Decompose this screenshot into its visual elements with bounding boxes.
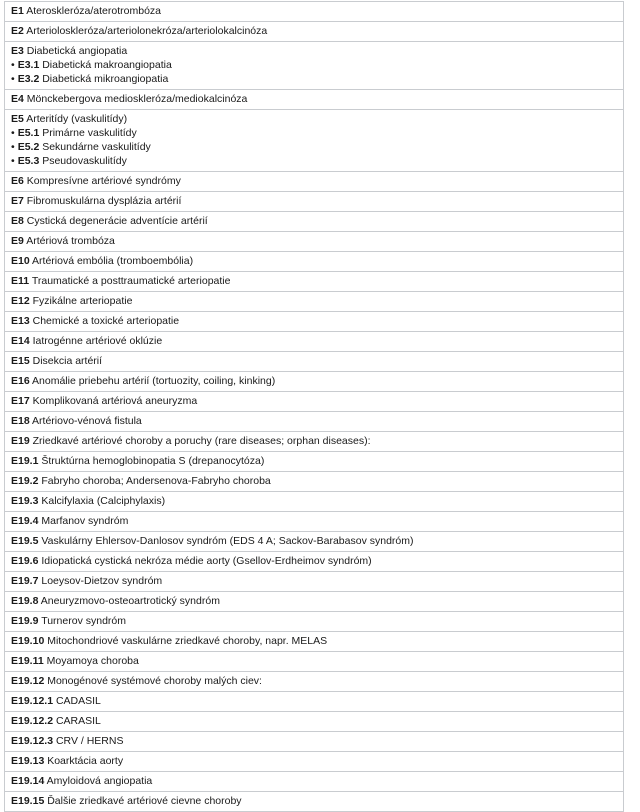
row-label: CADASIL <box>55 695 101 707</box>
table-cell <box>5 232 624 252</box>
table-cell <box>5 392 624 412</box>
row-code: E19.5 <box>11 535 39 547</box>
table-cell <box>5 22 624 42</box>
table-row <box>5 22 624 42</box>
table-cell <box>5 292 624 312</box>
table-row <box>5 692 624 712</box>
row-label: Iatrogénne artériové oklúzie <box>32 335 163 347</box>
table-cell <box>5 552 624 572</box>
table-row <box>5 292 624 312</box>
table-cell <box>5 2 624 22</box>
bullet-icon: • <box>11 127 15 139</box>
table-row <box>5 492 624 512</box>
table-row <box>5 372 624 392</box>
row-code: E18 <box>11 415 30 427</box>
sub-item-label: Sekundárne vaskulitídy <box>42 141 151 153</box>
row-label: Ďalšie zriedkavé artériové cievne choroby <box>47 795 242 807</box>
table-cell <box>5 732 624 752</box>
row-code: E19.4 <box>11 515 39 527</box>
row-label: Cystická degenerácie adventície artérií <box>26 215 208 227</box>
row-code: E19.12.2 <box>11 715 54 727</box>
table-row <box>5 172 624 192</box>
sub-item <box>11 140 617 154</box>
table-row <box>5 732 624 752</box>
table-row <box>5 652 624 672</box>
table-row <box>5 792 624 812</box>
table-row <box>5 412 624 432</box>
row-code: E19.12.3 <box>11 735 54 747</box>
row-label: Mitochondriové vaskulárne zriedkavé choroby, napr. MELAS <box>47 635 328 647</box>
row-label: Moyamoya choroba <box>46 655 139 667</box>
row-label: Aneuryzmovo-osteoartrotický syndróm <box>40 595 220 607</box>
row-code: E2 <box>11 25 24 37</box>
row-label: Chemické a toxické arteriopatie <box>32 315 180 327</box>
sub-item <box>11 126 617 140</box>
table-cell <box>5 42 624 90</box>
table-row <box>5 212 624 232</box>
table-cell <box>5 252 624 272</box>
row-code: E19.9 <box>11 615 39 627</box>
table-cell <box>5 212 624 232</box>
sub-item-label: Primárne vaskulitídy <box>42 127 137 139</box>
table-cell <box>5 712 624 732</box>
row-code: E13 <box>11 315 30 327</box>
table-row <box>5 572 624 592</box>
table-row <box>5 272 624 292</box>
row-code: E19.3 <box>11 495 39 507</box>
sub-item <box>11 72 617 86</box>
row-code: E6 <box>11 175 24 187</box>
table-cell <box>5 772 624 792</box>
table-row <box>5 612 624 632</box>
table-row <box>5 472 624 492</box>
row-code: E8 <box>11 215 24 227</box>
row-label: Kompresívne artériové syndrómy <box>26 175 181 187</box>
classification-table <box>4 1 624 812</box>
table-cell <box>5 110 624 172</box>
row-code: E19.2 <box>11 475 39 487</box>
table-row <box>5 312 624 332</box>
sub-item-code: E5.3 <box>17 155 40 167</box>
table-row <box>5 512 624 532</box>
row-label: Artériová trombóza <box>26 235 115 247</box>
row-label: Monogénové systémové choroby malých ciev: <box>47 675 262 687</box>
table-cell <box>5 652 624 672</box>
row-label: Diabetická angiopatia <box>26 45 128 57</box>
row-code: E19.14 <box>11 775 45 787</box>
table-cell <box>5 352 624 372</box>
row-code: E7 <box>11 195 24 207</box>
table-cell <box>5 532 624 552</box>
row-label: Kalcifylaxia (Calciphylaxis) <box>41 495 166 507</box>
sub-item-code: E5.2 <box>17 141 40 153</box>
row-code: E19.15 <box>11 795 45 807</box>
sub-item <box>11 154 617 168</box>
table-cell <box>5 672 624 692</box>
table-row <box>5 252 624 272</box>
bullet-icon: • <box>11 141 15 153</box>
table-cell <box>5 332 624 352</box>
row-code: E3 <box>11 45 24 57</box>
row-code: E4 <box>11 93 24 105</box>
row-label: Fabryho choroba; Andersenova-Fabryho choroba <box>41 475 271 487</box>
row-code: E11 <box>11 275 30 287</box>
row-code: E19.1 <box>11 455 39 467</box>
table-row <box>5 452 624 472</box>
table-row <box>5 192 624 212</box>
row-label: Arteritídy (vaskulitídy) <box>26 113 128 125</box>
row-code: E16 <box>11 375 30 387</box>
table-row <box>5 672 624 692</box>
row-code: E17 <box>11 395 30 407</box>
row-label: Fibromuskulárna dysplázia artérií <box>26 195 182 207</box>
row-label: CARASIL <box>55 715 101 727</box>
row-code: E10 <box>11 255 30 267</box>
row-code: E19.10 <box>11 635 45 647</box>
row-code: E19.13 <box>11 755 45 767</box>
table-cell <box>5 412 624 432</box>
table-row <box>5 352 624 372</box>
row-label: Vaskulárny Ehlersov-Danlosov syndróm (EDS 4 A; Sackov-Barabasov syndróm) <box>41 535 414 547</box>
row-label: Anomálie priebehu artérií (tortuozity, coiling, kinking) <box>32 375 276 387</box>
table-cell <box>5 512 624 532</box>
row-code: E12 <box>11 295 30 307</box>
table-row <box>5 552 624 572</box>
table-cell <box>5 192 624 212</box>
row-code: E19.8 <box>11 595 39 607</box>
table-row <box>5 752 624 772</box>
table-row <box>5 592 624 612</box>
row-code: E19.12 <box>11 675 45 687</box>
table-cell <box>5 172 624 192</box>
classification-table-body <box>5 2 624 812</box>
row-code: E19.7 <box>11 575 39 587</box>
table-cell <box>5 312 624 332</box>
table-row <box>5 432 624 452</box>
row-code: E14 <box>11 335 30 347</box>
row-label: Disekcia artérií <box>32 355 103 367</box>
table-cell <box>5 792 624 812</box>
row-label: Artériová embólia (tromboembólia) <box>32 255 194 267</box>
sub-item-label: Pseudovaskulitídy <box>42 155 127 167</box>
row-label: Artériovo-vénová fistula <box>32 415 142 427</box>
row-label: Idiopatická cystická nekróza médie aorty (Gsellov-Erdheimov syndróm) <box>41 555 372 567</box>
row-label: CRV / HERNS <box>55 735 124 747</box>
table-row <box>5 232 624 252</box>
row-code: E19 <box>11 435 30 447</box>
bullet-icon: • <box>11 155 15 167</box>
row-label: Zriedkavé artériové choroby a poruchy (rare diseases; orphan diseases): <box>32 435 371 447</box>
bullet-icon: • <box>11 59 15 71</box>
table-row <box>5 332 624 352</box>
row-code: E19.12.1 <box>11 695 54 707</box>
row-label: Loeysov-Dietzov syndróm <box>41 575 163 587</box>
table-cell <box>5 592 624 612</box>
table-row <box>5 772 624 792</box>
table-row <box>5 90 624 110</box>
table-cell <box>5 692 624 712</box>
sub-item-code: E3.2 <box>17 73 40 85</box>
table-cell <box>5 752 624 772</box>
classification-table-container <box>4 1 624 812</box>
row-label: Mönckebergova medioskleróza/mediokalcinóza <box>26 93 248 105</box>
sub-item-code: E3.1 <box>17 59 40 71</box>
table-cell <box>5 572 624 592</box>
table-cell <box>5 612 624 632</box>
row-label: Štruktúrna hemoglobinopatia S (drepanocytóza) <box>41 455 265 467</box>
table-cell <box>5 90 624 110</box>
row-label: Koarktácia aorty <box>47 755 124 767</box>
table-cell <box>5 272 624 292</box>
bullet-icon: • <box>11 73 15 85</box>
row-label: Amyloidová angiopatia <box>46 775 153 787</box>
row-label: Traumatické a posttraumatické arteriopatie <box>31 275 231 287</box>
table-cell <box>5 632 624 652</box>
sub-item <box>11 58 617 72</box>
row-code: E5 <box>11 113 24 125</box>
table-cell <box>5 372 624 392</box>
table-row <box>5 42 624 90</box>
row-code: E9 <box>11 235 24 247</box>
row-code: E19.6 <box>11 555 39 567</box>
row-label: Marfanov syndróm <box>41 515 129 527</box>
table-cell <box>5 472 624 492</box>
table-cell <box>5 492 624 512</box>
row-code: E19.11 <box>11 655 44 667</box>
row-code: E1 <box>11 5 24 17</box>
sub-item-label: Diabetická mikroangiopatia <box>42 73 169 85</box>
table-row <box>5 632 624 652</box>
row-label: Komplikovaná artériová aneuryzma <box>32 395 198 407</box>
row-label: Ateroskleróza/aterotrombóza <box>26 5 162 17</box>
row-label: Turnerov syndróm <box>41 615 126 627</box>
table-row <box>5 712 624 732</box>
sub-item-code: E5.1 <box>17 127 40 139</box>
table-cell <box>5 432 624 452</box>
row-code: E15 <box>11 355 30 367</box>
table-row <box>5 532 624 552</box>
table-row <box>5 110 624 172</box>
table-cell <box>5 452 624 472</box>
table-row <box>5 392 624 412</box>
row-label: Arterioloskleróza/arteriolonekróza/arteriolokalcinóza <box>26 25 268 37</box>
sub-item-label: Diabetická makroangiopatia <box>42 59 172 71</box>
table-row <box>5 2 624 22</box>
row-label: Fyzikálne arteriopatie <box>32 295 133 307</box>
